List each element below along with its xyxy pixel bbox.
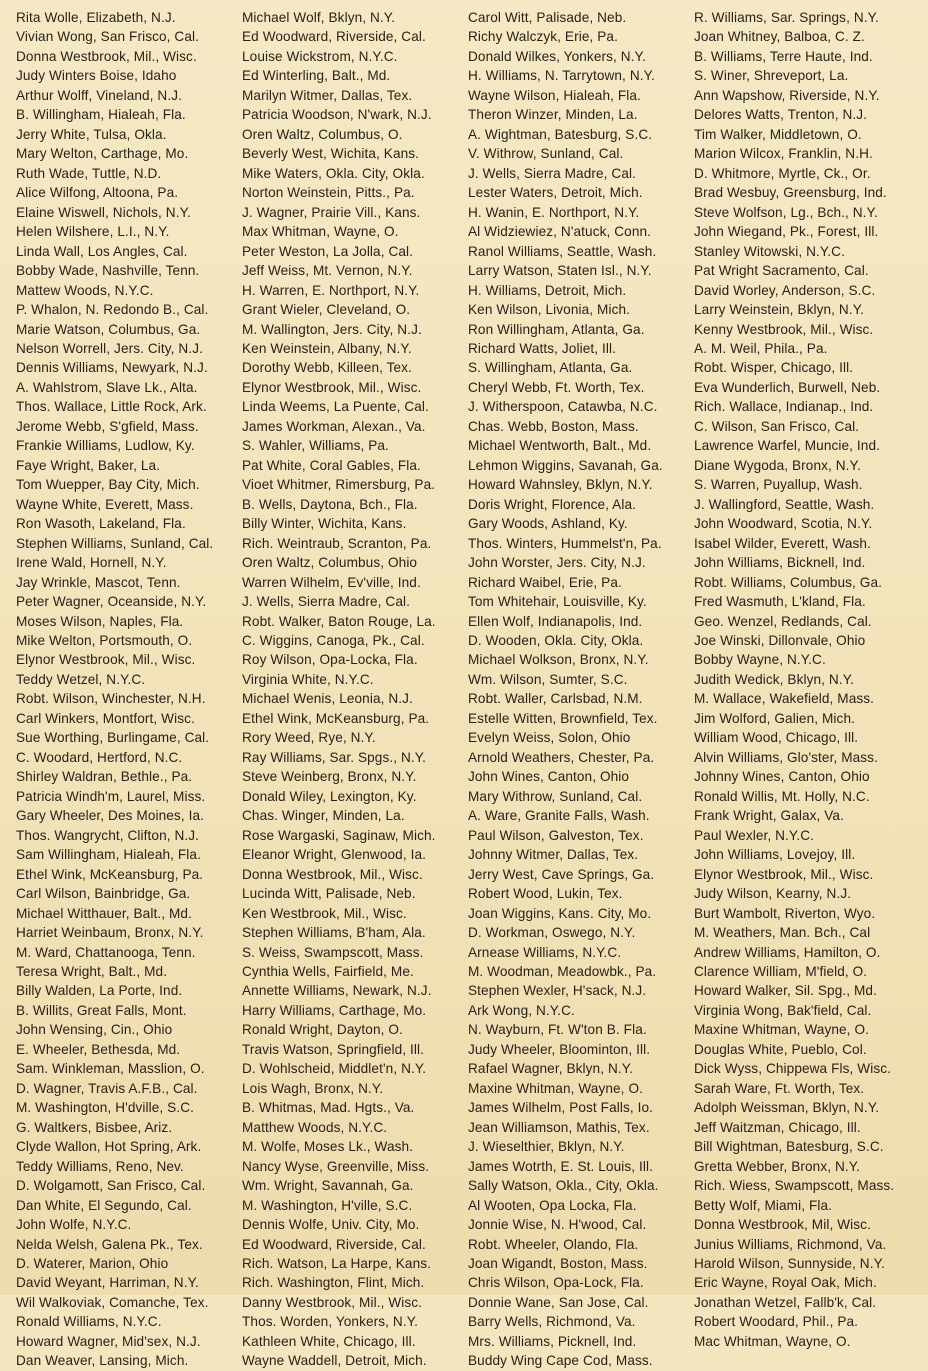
name-entry: Chas. Webb, Boston, Mass. <box>468 418 639 434</box>
name-entry: Stephen Williams, B'ham, Ala. <box>242 925 426 941</box>
name-entry: Arnease Williams, N.Y.C. <box>468 944 622 960</box>
name-entry: Steve Wolfson, Lg., Bch., N.Y. <box>694 204 878 220</box>
name-entry: Thos. Worden, Yonkers, N.Y. <box>242 1314 418 1330</box>
name-entry: Rory Weed, Rye, N.Y. <box>242 730 376 746</box>
name-entry: Norton Weinstein, Pitts., Pa. <box>242 185 415 201</box>
name-entry: Howard Walker, Sil. Spg., Md. <box>694 983 877 999</box>
name-entry: Grant Wieler, Cleveland, O. <box>242 302 411 318</box>
name-entry: Carol Witt, Palisade, Neb. <box>468 10 627 25</box>
name-entry: Eva Wunderlich, Burwell, Neb. <box>694 379 881 395</box>
name-entry: Jerome Webb, S'gfield, Mass. <box>16 418 199 434</box>
name-entry: Buddy Wing Cape Cod, Mass. <box>468 1353 653 1369</box>
name-entry: Mary Withrow, Sunland, Cal. <box>468 788 643 804</box>
name-entry: John Wines, Canton, Ohio <box>468 769 630 785</box>
name-entry: Elynor Westbrook, Mil., Wisc. <box>16 652 196 668</box>
name-entry: S. Warren, Puyallup, Wash. <box>694 477 863 493</box>
name-entry: Max Whitman, Wayne, O. <box>242 224 399 240</box>
name-entry: Joan Wigandt, Boston, Mass. <box>468 1256 648 1271</box>
name-entry: Nancy Wyse, Greenville, Miss. <box>242 1158 430 1174</box>
name-entry: Dan Weaver, Lansing, Mich. <box>16 1353 189 1369</box>
name-entry: Lawrence Warfel, Muncie, Ind. <box>694 438 880 454</box>
name-entry: Mary Welton, Carthage, Mo. <box>16 146 189 162</box>
name-entry: Al Wooten, Opa Locka, Fla. <box>468 1197 637 1213</box>
name-entry: A. Wahlstrom, Slave Lk., Alta. <box>16 379 198 395</box>
name-entry: Wayne White, Everett, Mass. <box>16 496 194 512</box>
name-entry: Cheryl Webb, Ft. Worth, Tex. <box>468 379 645 395</box>
name-entry: James Wilhelm, Post Falls, Io. <box>468 1100 654 1116</box>
name-entry: Nelson Worrell, Jers. City, N.J. <box>16 340 204 356</box>
name-entry: Sam. Winkleman, Masslion, O. <box>16 1061 205 1077</box>
name-entry: Robt. Wilson, Winchester, N.H. <box>16 691 206 707</box>
name-entry: John Wolfe, N.Y.C. <box>16 1217 132 1233</box>
name-entry: Michael Wenis, Leonia, N.J. <box>242 691 413 707</box>
name-entry: James Workman, Alexan., Va. <box>242 418 426 434</box>
name-entry: Chris Wilson, Opa-Lock, Fla. <box>468 1275 644 1291</box>
name-entry: M. Weathers, Man. Bch., Cal <box>694 925 871 941</box>
name-entry: Frank Wright, Galax, Va. <box>694 808 844 824</box>
name-entry: Michael Wolf, Bklyn, N.Y. <box>242 10 396 25</box>
name-entry: Jonnie Wise, N. H'wood, Cal. <box>468 1217 647 1233</box>
name-entry: Thos. Winters, Hummelst'n, Pa. <box>468 535 662 551</box>
name-entry: Robt. Walker, Baton Rouge, La. <box>242 613 436 629</box>
name-entry: D. Wooden, Okla. City, Okla. <box>468 633 644 648</box>
name-entry: Paul Wexler, N.Y.C. <box>694 827 815 843</box>
name-entry: C. Woodard, Hertford, N.C. <box>16 749 183 765</box>
name-entry: John Worster, Jers. City, N.J. <box>468 555 646 571</box>
name-entry: Ethel Wink, McKeansburg, Pa. <box>242 710 430 726</box>
name-entry: Billy Winter, Wichita, Kans. <box>242 516 407 532</box>
name-entry: Wm. Wilson, Sumter, S.C. <box>468 671 628 687</box>
name-entry: Robt. Wheeler, Olando, Fla. <box>468 1236 639 1252</box>
name-entry: Thos. Wallace, Little Rock, Ark. <box>16 399 207 415</box>
name-entry: Pat Wright Sacramento, Cal. <box>694 263 869 279</box>
name-entry: Roy Wilson, Opa-Locka, Fla. <box>242 652 418 668</box>
name-entry: Donald Wiley, Lexington, Ky. <box>242 788 417 804</box>
name-entry: Richard Watts, Joliet, Ill. <box>468 340 616 356</box>
name-entry: Johnny Wines, Canton, Ohio <box>694 769 870 785</box>
name-entry: Harold Wilson, Sunnyside, N.Y. <box>694 1256 885 1271</box>
name-entry: Bobby Wade, Nashville, Tenn. <box>16 263 200 279</box>
name-entry: D. Whitmore, Myrtle, Ck., Or. <box>694 165 871 181</box>
name-entry: Peter Weston, La Jolla, Cal. <box>242 243 414 259</box>
name-entry: Kathleen White, Chicago, Ill. <box>242 1333 416 1349</box>
name-entry: V. Withrow, Sunland, Cal. <box>468 146 624 162</box>
name-entry: Billy Walden, La Porte, Ind. <box>16 983 183 999</box>
name-entry: Judith Wedick, Bklyn, N.Y. <box>694 671 855 687</box>
name-entry: D. Waterer, Marion, Ohio <box>16 1256 169 1271</box>
name-entry: Pat White, Coral Gables, Fla. <box>242 457 421 473</box>
name-entry: Joan Wiggins, Kans. City, Mo. <box>468 905 652 921</box>
name-entry: Rich. Weintraub, Scranton, Pa. <box>242 535 432 551</box>
name-entry: Mike Waters, Okla. City, Okla. <box>242 165 425 181</box>
name-entry: Clarence William, M'field, O. <box>694 963 868 979</box>
name-entry: Ed Woodward, Riverside, Cal. <box>242 1236 426 1252</box>
name-entry: D. Wolgamott, San Frisco, Cal. <box>16 1178 206 1194</box>
name-entry: Mattew Woods, N.Y.C. <box>16 282 154 298</box>
name-entry: Mrs. Williams, Picknell, Ind. <box>468 1333 637 1349</box>
name-entry: James Wotrth, E. St. Louis, Ill. <box>468 1158 654 1174</box>
name-entry: Donna Westbrook, Mil., Wisc. <box>16 48 197 64</box>
name-entry: D. Wagner, Travis A.F.B., Cal. <box>16 1080 198 1096</box>
name-entry: Thos. Wangrycht, Clifton, N.J. <box>16 827 200 843</box>
name-entry: Ron Willingham, Atlanta, Ga. <box>468 321 645 337</box>
name-entry: Jean Williamson, Mathis, Tex. <box>468 1119 650 1135</box>
name-entry: Gretta Webber, Bronx, N.Y. <box>694 1158 861 1174</box>
name-entry: Ronald Wright, Dayton, O. <box>242 1022 403 1038</box>
name-entry: Virginia White, N.Y.C. <box>242 671 374 687</box>
name-entry: Eric Wayne, Royal Oak, Mich. <box>694 1275 877 1291</box>
name-entry: Donnie Wane, San Jose, Cal. <box>468 1294 649 1310</box>
name-entry: Paul Wilson, Galveston, Tex. <box>468 827 644 843</box>
name-entry: Lester Waters, Detroit, Mich. <box>468 185 643 201</box>
name-entry: Larry Watson, Staten Isl., N.Y. <box>468 263 652 279</box>
name-entry: Lehmon Wiggins, Savanah, Ga. <box>468 457 663 473</box>
name-entry: Brad Wesbuy, Greensburg, Ind. <box>694 185 887 201</box>
name-entry: Ann Wapshow, Riverside, N.Y. <box>694 87 880 103</box>
name-entry: Frankie Williams, Ludlow, Ky. <box>16 438 195 454</box>
name-entry: M. Washington, H'ville, S.C. <box>242 1197 413 1213</box>
name-entry: Warren Wilhelm, Ev'ville, Ind. <box>242 574 421 590</box>
name-entry: M. Washington, H'dville, S.C. <box>16 1100 194 1116</box>
name-entry: Wm. Wright, Savannah, Ga. <box>242 1178 414 1194</box>
name-entry: Tom Wuepper, Bay City, Mich. <box>16 477 200 493</box>
name-entry: Steve Weinberg, Bronx, N.Y. <box>242 769 417 785</box>
name-entry: Nelda Welsh, Galena Pk., Tex. <box>16 1236 203 1252</box>
name-entry: Irene Wald, Hornell, N.Y. <box>16 555 167 571</box>
name-entry: John Woodward, Scotia, N.Y. <box>694 516 873 532</box>
name-entry: Lois Wagh, Bronx, N.Y. <box>242 1080 384 1096</box>
name-entry: Beverly West, Wichita, Kans. <box>242 146 420 162</box>
name-entry: B. Wells, Daytona, Bch., Fla. <box>242 496 418 512</box>
name-entry: M. Wallace, Wakefield, Mass. <box>694 691 875 707</box>
name-entry: Judy Winters Boise, Idaho <box>16 68 177 84</box>
name-entry: Elynor Westbrook, Mil., Wisc. <box>694 866 874 882</box>
name-entry: Robt. Waller, Carlsbad, N.M. <box>468 691 643 707</box>
name-entry: Teddy Williams, Reno, Nev. <box>16 1158 184 1174</box>
name-entry: Teddy Wetzel, N.Y.C. <box>16 671 146 687</box>
name-entry: Joan Whitney, Balboa, C. Z. <box>694 29 865 45</box>
name-entry: Isabel Wilder, Everett, Wash. <box>694 535 871 551</box>
name-entry: Ken Wilson, Livonia, Mich. <box>468 302 631 318</box>
name-entry: C. Wiggins, Canoga, Pk., Cal. <box>242 633 425 648</box>
name-entry: Rich. Wiess, Swampscott, Mass. <box>694 1178 895 1194</box>
name-entry: Maxine Whitman, Wayne, O. <box>468 1080 643 1096</box>
name-entry: Geo. Wenzel, Redlands, Cal. <box>694 613 872 629</box>
name-entry: Stephen Williams, Sunland, Cal. <box>16 535 214 551</box>
name-entry: Johnny Witmer, Dallas, Tex. <box>468 847 639 863</box>
name-entry: Joe Winski, Dillonvale, Ohio <box>694 633 866 648</box>
name-entry: Shirley Waldran, Bethle., Pa. <box>16 769 193 785</box>
name-entry: Annette Williams, Newark, N.J. <box>242 983 432 999</box>
name-entry: Ethel Wink, McKeansburg, Pa. <box>16 866 204 882</box>
name-entry: John Wensing, Cin., Ohio <box>16 1022 173 1038</box>
name-entry: J. Witherspoon, Catawba, N.C. <box>468 399 658 415</box>
name-entry: Judy Wilson, Kearny, N.J. <box>694 886 852 902</box>
name-entry: Eleanor Wright, Glenwood, Ia. <box>242 847 426 863</box>
name-entry: Matthew Woods, N.Y.C. <box>242 1119 388 1135</box>
name-entry: M. Woodman, Meadowbk., Pa. <box>468 963 657 979</box>
name-entry: Moses Wilson, Naples, Fla. <box>16 613 184 629</box>
name-entry: Oren Waltz, Columbus, Ohio <box>242 555 418 571</box>
name-entry: Tom Whitehair, Louisville, Ky. <box>468 594 647 610</box>
name-entry: Gary Woods, Ashland, Ky. <box>468 516 628 532</box>
name-entry: Judy Wheeler, Bloominton, Ill. <box>468 1041 651 1057</box>
name-entry: Cynthia Wells, Fairfield, Me. <box>242 963 414 979</box>
name-entry: Chas. Winger, Minden, La. <box>242 808 405 824</box>
name-entry: Dennis Williams, Newyark, N.J. <box>16 360 208 376</box>
name-entry: A. M. Weil, Phila., Pa. <box>694 340 828 356</box>
name-entry: H. Williams, Detroit, Mich. <box>468 282 627 298</box>
name-entry: Jeff Weiss, Mt. Vernon, N.Y. <box>242 263 413 279</box>
name-entry: Richard Waibel, Erie, Pa. <box>468 574 622 590</box>
name-entry: John Williams, Lovejoy, Ill. <box>694 847 856 863</box>
name-entry: John Williams, Bicknell, Ind. <box>694 555 866 571</box>
name-entry: N. Wayburn, Ft. W'ton B. Fla. <box>468 1022 647 1038</box>
name-entry: Teresa Wright, Balt., Md. <box>16 963 168 979</box>
name-entry: B. Willingham, Hialeah, Fla. <box>16 107 186 123</box>
name-entry: Vivian Wong, San Frisco, Cal. <box>16 29 199 45</box>
name-entry: Alvin Williams, Glo'ster, Mass. <box>694 749 878 765</box>
name-entry: Sue Worthing, Burlingame, Cal. <box>16 730 210 746</box>
name-entry: John Wiegand, Pk., Forest, Ill. <box>694 224 879 240</box>
name-entry: Arthur Wolff, Vineland, N.J. <box>16 87 183 103</box>
column-3 <box>468 8 694 1371</box>
name-entry: Ken Westbrook, Mil., Wisc. <box>242 905 407 921</box>
name-entry: William Wood, Chicago, Ill. <box>694 730 859 746</box>
name-entry: Donna Westbrook, Mil., Wisc. <box>242 866 423 882</box>
name-entry: Faye Wright, Baker, La. <box>16 457 161 473</box>
name-entry: Burt Wambolt, Riverton, Wyo. <box>694 905 876 921</box>
name-entry: Fred Wasmuth, L'kland, Fla. <box>694 594 866 610</box>
name-entry: Robert Woodard, Phil., Pa. <box>694 1314 859 1330</box>
name-entry: Andrew Williams, Hamilton, O. <box>694 944 881 960</box>
name-entry: Robert Wood, Lukin, Tex. <box>468 886 623 902</box>
name-entry: Harry Williams, Carthage, Mo. <box>242 1002 427 1018</box>
name-entry: Alice Wilfong, Altoona, Pa. <box>16 185 179 201</box>
name-entry: M. Wolfe, Moses Lk., Wash. <box>242 1139 414 1155</box>
name-columns <box>16 8 922 1371</box>
name-entry: Travis Watson, Springfield, Ill. <box>242 1041 424 1057</box>
name-entry: Arnold Weathers, Chester, Pa. <box>468 749 655 765</box>
name-entry: Richy Walczyk, Erie, Pa. <box>468 29 618 45</box>
name-entry: H. Wanin, E. Northport, N.Y. <box>468 204 640 220</box>
name-entry: B. Willits, Great Falls, Mont. <box>16 1002 187 1018</box>
name-entry: Helen Wilshere, L.I., N.Y. <box>16 224 170 240</box>
name-entry: Elaine Wiswell, Nichols, N.Y. <box>16 204 191 220</box>
name-entry: Delores Watts, Trenton, N.J. <box>694 107 868 123</box>
name-entry: Jerry West, Cave Springs, Ga. <box>468 866 655 882</box>
name-entry: J. Wells, Sierra Madre, Cal. <box>468 165 636 181</box>
column-1 <box>16 8 242 1371</box>
name-entry: Junius Williams, Richmond, Va. <box>694 1236 887 1252</box>
name-entry: Ranol Williams, Seattle, Wash. <box>468 243 657 259</box>
name-entry: Rafael Wagner, Bklyn, N.Y. <box>468 1061 634 1077</box>
name-entry: G. Waltkers, Bisbee, Ariz. <box>16 1119 173 1135</box>
name-entry: Jerry White, Tulsa, Okla. <box>16 126 167 142</box>
name-entry: M. Wallington, Jers. City, N.J. <box>242 321 422 337</box>
name-entry: Carl Wilson, Bainbridge, Ga. <box>16 886 191 902</box>
name-entry: Ron Wasoth, Lakeland, Fla. <box>16 516 186 532</box>
name-entry: Ken Weinstein, Albany, N.Y. <box>242 340 412 356</box>
name-entry: Ark Wong, N.Y.C. <box>468 1002 575 1018</box>
name-entry: B. Whitmas, Mad. Hgts., Va. <box>242 1100 415 1116</box>
name-entry: Danny Westbrook, Mil., Wisc. <box>242 1294 423 1310</box>
name-entry: Wil Walkoviak, Comanche, Tex. <box>16 1294 209 1310</box>
name-entry: Jim Wolford, Galien, Mich. <box>694 710 855 726</box>
name-entry: Carl Winkers, Montfort, Wisc. <box>16 710 195 726</box>
name-entry: Sally Watson, Okla., City, Okla. <box>468 1178 659 1194</box>
name-entry: Jonathan Wetzel, Fallb'k, Cal. <box>694 1294 877 1310</box>
name-entry: Peter Wagner, Oceanside, N.Y. <box>16 594 207 610</box>
name-entry: B. Williams, Terre Haute, Ind. <box>694 48 873 64</box>
name-entry: Wayne Wilson, Hialeah, Fla. <box>468 87 641 103</box>
name-entry: Al Widziewiez, N'atuck, Conn. <box>468 224 652 240</box>
name-entry: Evelyn Weiss, Solon, Ohio <box>468 730 631 746</box>
name-entry: Ronald Williams, N.Y.C. <box>16 1314 162 1330</box>
name-entry: Michael Wolkson, Bronx, N.Y. <box>468 652 649 668</box>
name-entry: Gary Wheeler, Des Moines, Ia. <box>16 808 204 824</box>
name-entry: Betty Wolf, Miami, Fla. <box>694 1197 833 1213</box>
name-entry: Rich. Watson, La Harpe, Kans. <box>242 1256 432 1271</box>
name-entry: David Weyant, Harriman, N.Y. <box>16 1275 199 1291</box>
name-entry: Patricia Windh'm, Laurel, Miss. <box>16 788 206 804</box>
name-entry: R. Williams, Sar. Springs, N.Y. <box>694 10 879 25</box>
name-entry: J. Wieselthier, Bklyn, N.Y. <box>468 1139 625 1155</box>
name-entry: D. Wohlscheid, Middlet'n, N.Y. <box>242 1061 427 1077</box>
name-entry: J. Wagner, Prairie Vill., Kans. <box>242 204 421 220</box>
name-entry: Marie Watson, Columbus, Ga. <box>16 321 201 337</box>
name-entry: J. Wells, Sierra Madre, Cal. <box>242 594 410 610</box>
name-entry: Virginia Wong, Bak'field, Cal. <box>694 1002 872 1018</box>
name-entry: Lucinda Witt, Palisade, Neb. <box>242 886 416 902</box>
name-entry: Vioet Whitmer, Rimersburg, Pa. <box>242 477 436 493</box>
name-entry: Bill Wightman, Batesburg, S.C. <box>694 1139 884 1155</box>
name-entry: Ronald Willis, Mt. Holly, N.C. <box>694 788 870 804</box>
name-entry: Adolph Weissman, Bklyn, N.Y. <box>694 1100 880 1116</box>
name-entry: Robt. Williams, Columbus, Ga. <box>694 574 882 590</box>
name-entry: Estelle Witten, Brownfield, Tex. <box>468 710 658 726</box>
name-entry: Rose Wargaski, Saginaw, Mich. <box>242 827 436 843</box>
name-entry: Maxine Whitman, Wayne, O. <box>694 1022 869 1038</box>
column-4 <box>694 8 922 1371</box>
name-entry: Douglas White, Pueblo, Col. <box>694 1041 867 1057</box>
name-entry: E. Wheeler, Bethesda, Md. <box>16 1041 181 1057</box>
name-entry: J. Wallingford, Seattle, Wash. <box>694 496 875 512</box>
name-entry: Stanley Witowski, N.Y.C. <box>694 243 845 259</box>
name-entry: H. Williams, N. Tarrytown, N.Y. <box>468 68 655 84</box>
name-entry: Rita Wolle, Elizabeth, N.J. <box>16 10 176 25</box>
name-entry: Mac Whitman, Wayne, O. <box>694 1333 851 1349</box>
name-entry: A. Ware, Granite Falls, Wash. <box>468 808 650 824</box>
name-entry: Theron Winzer, Minden, La. <box>468 107 638 123</box>
name-entry: Ed Woodward, Riverside, Cal. <box>242 29 426 45</box>
name-entry: Dick Wyss, Chippewa Fls, Wisc. <box>694 1061 891 1077</box>
name-entry: Doris Wright, Florence, Ala. <box>468 496 636 512</box>
name-entry: Jay Wrinkle, Mascot, Tenn. <box>16 574 181 590</box>
name-entry: Dan White, El Segundo, Cal. <box>16 1197 192 1213</box>
name-entry: Elynor Westbrook, Mil., Wisc. <box>242 379 422 395</box>
name-entry: Sam Willingham, Hialeah, Fla. <box>16 847 201 863</box>
name-entry: Diane Wygoda, Bronx, N.Y. <box>694 457 861 473</box>
name-entry: Dennis Wolfe, Univ. City, Mo. <box>242 1217 420 1233</box>
name-entry: Donna Westbrook, Mil, Wisc. <box>694 1217 871 1233</box>
name-entry: Tim Walker, Middletown, O. <box>694 126 862 142</box>
name-entry: Howard Wahnsley, Bklyn, N.Y. <box>468 477 653 493</box>
name-entry: Ray Williams, Sar. Spgs., N.Y. <box>242 749 427 765</box>
name-entry: Michael Witthauer, Balt., Md. <box>16 905 192 921</box>
name-entry: Clyde Wallon, Hot Spring, Ark. <box>16 1139 202 1155</box>
name-entry: Robt. Wisper, Chicago, Ill. <box>694 360 854 376</box>
name-entry: Patricia Woodson, N'wark, N.J. <box>242 107 432 123</box>
name-entry: David Worley, Anderson, S.C. <box>694 282 876 298</box>
name-entry: H. Warren, E. Northport, N.Y. <box>242 282 420 298</box>
name-entry: Rich. Wallace, Indianap., Ind. <box>694 399 874 415</box>
name-entry: D. Workman, Oswego, N.Y. <box>468 925 636 941</box>
name-entry: Oren Waltz, Columbus, O. <box>242 126 403 142</box>
name-entry: Michael Wentworth, Balt., Md. <box>468 438 652 454</box>
name-entry: Marion Wilcox, Franklin, N.H. <box>694 146 873 162</box>
name-entry: Barry Wells, Richmond, Va. <box>468 1314 636 1330</box>
name-entry: C. Wilson, San Frisco, Cal. <box>694 418 860 434</box>
column-2 <box>242 8 468 1371</box>
name-entry: S. Weiss, Swampscott, Mass. <box>242 944 424 960</box>
name-entry: Howard Wagner, Mid'sex, N.J. <box>16 1333 201 1349</box>
name-entry: Donald Wilkes, Yonkers, N.Y. <box>468 48 646 64</box>
name-entry: Mike Welton, Portsmouth, O. <box>16 633 193 648</box>
name-entry: S. Winer, Shreveport, La. <box>694 68 849 84</box>
name-entry: Jeff Waitzman, Chicago, Ill. <box>694 1119 861 1135</box>
name-entry: A. Wightman, Batesburg, S.C. <box>468 126 653 142</box>
name-entry: Linda Weems, La Puente, Cal. <box>242 399 429 415</box>
name-entry: Harriet Weinbaum, Bronx, N.Y. <box>16 925 204 941</box>
name-entry: S. Willingham, Atlanta, Ga. <box>468 360 633 376</box>
name-entry: Louise Wickstrom, N.Y.C. <box>242 48 398 64</box>
name-entry: M. Ward, Chattanooga, Tenn. <box>16 944 196 960</box>
name-entry: Marilyn Witmer, Dallas, Tex. <box>242 87 413 103</box>
name-entry: Ed Winterling, Balt., Md. <box>242 68 391 84</box>
name-entry: Wayne Waddell, Detroit, Mich. <box>242 1353 427 1369</box>
name-entry: Larry Weinstein, Bklyn, N.Y. <box>694 302 865 318</box>
name-entry: Ellen Wolf, Indianapolis, Ind. <box>468 613 643 629</box>
name-entry: Stephen Wexler, H'sack, N.J. <box>468 983 647 999</box>
name-entry: Linda Wall, Los Angles, Cal. <box>16 243 188 259</box>
name-entry: Dorothy Webb, Killeen, Tex. <box>242 360 412 376</box>
name-entry: Kenny Westbrook, Mil., Wisc. <box>694 321 874 337</box>
name-entry: Rich. Washington, Flint, Mich. <box>242 1275 425 1291</box>
name-entry: P. Whalon, N. Redondo B., Cal. <box>16 302 209 318</box>
name-entry: Ruth Wade, Tuttle, N.D. <box>16 165 162 181</box>
name-entry: Bobby Wayne, N.Y.C. <box>694 652 826 668</box>
name-entry: S. Wahler, Williams, Pa. <box>242 438 389 454</box>
name-entry: Sarah Ware, Ft. Worth, Tex. <box>694 1080 865 1096</box>
